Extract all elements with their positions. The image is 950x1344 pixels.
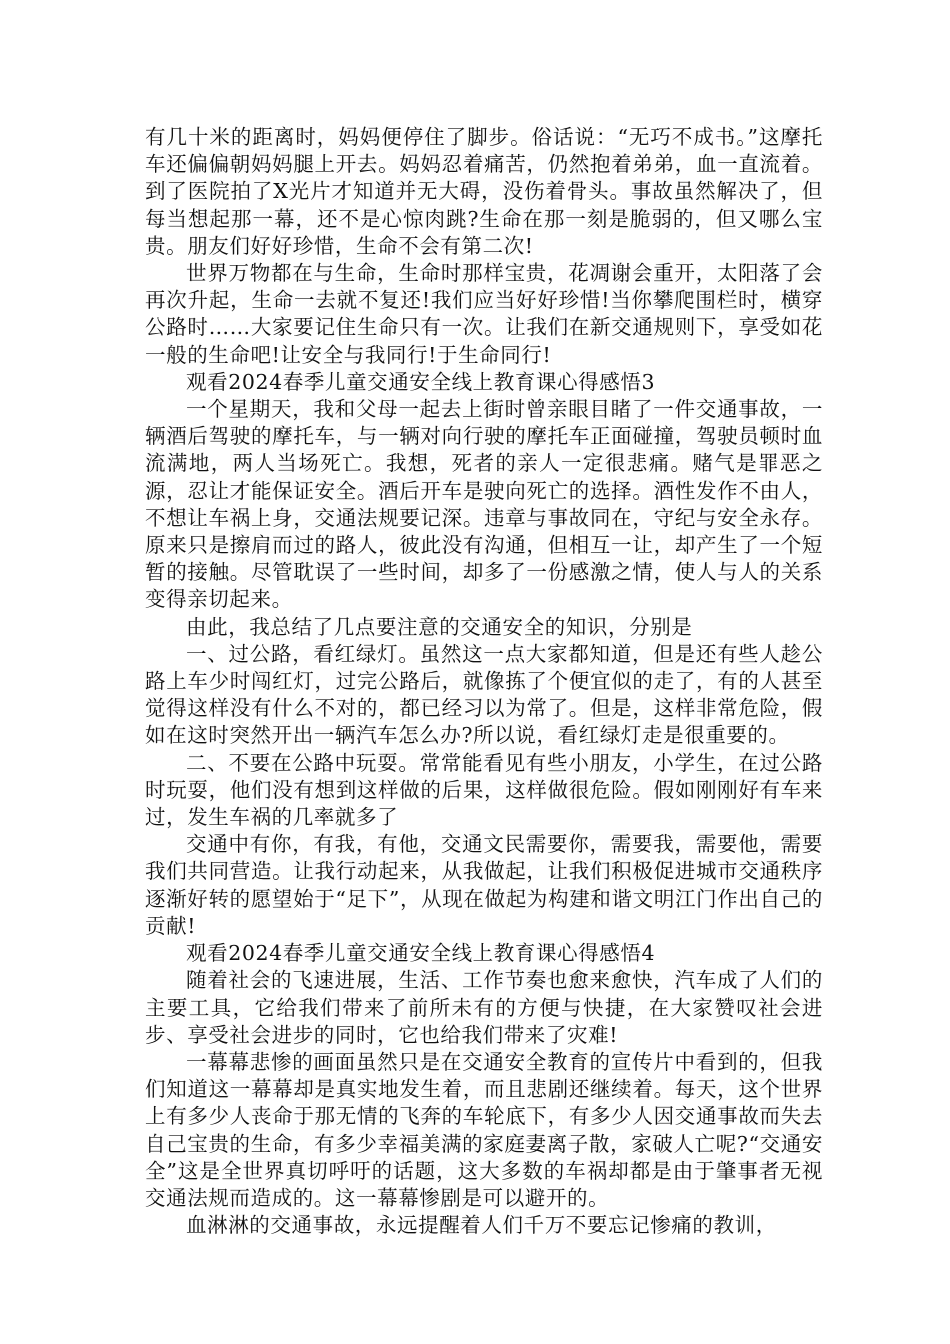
section-heading-4: 观看2024春季儿童交通安全线上教育课心得感悟4 — [186, 941, 656, 966]
document-page — [145, 124, 823, 1239]
paragraph-point-two: 二、不要在公路中玩耍。常常能看见有些小朋友，小学生，在过公路时玩耍，他们没有想到这样做的后果，这样做很危险。假如刚刚好有车来过，发生车祸的几率就多了 — [145, 750, 823, 830]
paragraph-civil-traffic: 交通中有你，有我，有他，交通文民需要你，需要我，需要他，需要我们共同营造。让我行动起来，从我做起，让我们积极促进城市交通秩序逐渐好转的愿望始于“足下”，从现在做起为构建和谐文明江门作出自己的贡献! — [145, 832, 823, 938]
paragraph-point-one: 一、过公路，看红绿灯。虽然这一点大家都知道，但是还有些人趁公路上车少时闯红灯，过完公路后，就像拣了个便宜似的走了，有的人甚至觉得这样没有什么不对的，都已经习以为常了。但是，这样非常危险，假如在这时突然开出一辆汽车怎么办?所以说，看红绿灯走是很重要的。 — [145, 641, 823, 748]
paragraph-drunk-driving: 一个星期天，我和父母一起去上街时曾亲眼目睹了一件交通事故，一辆酒后驾驶的摩托车，与一辆对向行驶的摩托车正面碰撞，驾驶员顿时血流满地，两人当场死亡。我想，死者的亲人一定很悲痛。赌气是罪恶之源，忍让才能保证安全。酒后开车是驶向死亡的选择。酒性发作不由人，不想让车祸上身，交通法规要记深。违章与事故同在，守纪与安全永存。原来只是擦肩而过的路人，彼此没有沟通，但相互一让，却产生了一个短暂的接触。尽管耽误了一些时间，却多了一份感激之情，使人与人的关系变得亲切起来。 — [145, 397, 823, 612]
paragraph-summary-intro: 由此，我总结了几点要注意的交通安全的知识，分别是 — [186, 614, 693, 639]
section-heading-3: 观看2024春季儿童交通安全线上教育课心得感悟3 — [186, 369, 656, 394]
paragraph-lessons: 血淋淋的交通事故，永远提醒着人们千万不要忘记惨痛的教训， — [186, 1213, 777, 1238]
paragraph-society-progress: 随着社会的飞速进展，生活、工作节奏也愈来愈快，汽车成了人们的主要工具，它给我们带来了前所未有的方便与快捷，在大家赞叹社会进步、享受社会进步的同时，它也给我们带来了灾难! — [145, 968, 823, 1047]
paragraph-tragic-scenes: 一幕幕悲惨的画面虽然只是在交通安全教育的宣传片中看到的，但我们知道这一幕幕却是真实地发生着，而且悲剧还继续着。每天，这个世界上有多少人丧命于那无情的飞奔的车轮底下，有多少人因交通事故而失去自己宝贵的生命，有多少幸福美满的家庭妻离子散，家破人亡呢?“交通安全”这是全世界真切呼吁的话题，这大多数的车祸却都是由于肇事者无视交通法规而造成的。这一幕幕惨剧是可以避开的。 — [145, 1049, 823, 1210]
paragraph-accident-story: 有几十米的距离时，妈妈便停住了脚步。俗话说：“无巧不成书。”这摩托车还偏偏朝妈妈腿上开去。妈妈忍着痛苦，仍然抱着弟弟，血一直流着。到了医院拍了X光片才知道并无大碍，没伤着骨头。事故虽然解决了，但每当想起那一幕，还不是心惊肉跳?生命在那一刻是脆弱的，但又哪么宝贵。朋友们好好珍惜，生命不会有第二次! — [145, 125, 823, 258]
paragraph-cherish-life: 世界万物都在与生命，生命时那样宝贵，花凋谢会重开，太阳落了会再次升起，生命一去就不复还!我们应当好好珍惜!当你攀爬围栏时，横穿公路时……大家要记住生命只有一次。让我们在新交通规则下，享受如花一般的生命吧!让安全与我同行!于生命同行! — [145, 261, 823, 367]
